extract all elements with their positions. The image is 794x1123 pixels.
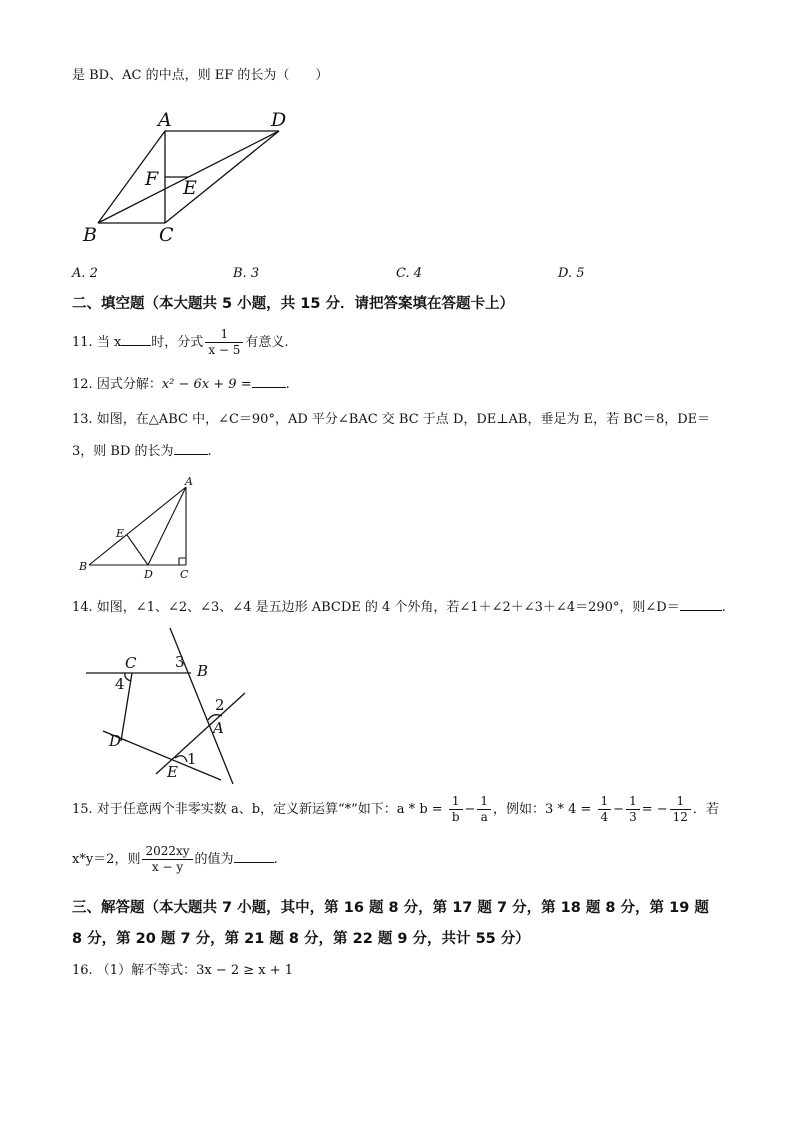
label-f: F (145, 168, 159, 190)
label-d: D (109, 732, 122, 750)
option-d: D. 5 (558, 266, 585, 281)
label-e: E (116, 527, 125, 540)
segment-ad (148, 487, 186, 565)
parallelogram-figure (78, 104, 308, 249)
label-angle-4: 4 (115, 675, 125, 693)
option-c: C. 4 (396, 266, 423, 281)
label-d: D (144, 568, 153, 581)
option-a: A. 2 (72, 266, 98, 281)
label-e: E (183, 177, 197, 199)
segment-de (127, 535, 148, 565)
question-15-line-2: x*y＝2，则 $\frac{2022xy}{x - y}$ 的值为 . (72, 844, 278, 874)
question-15-line-1: 15. 对于任意两个非零实数 a、b，定义新运算“*”如下：a * b = $\frac{1}{b}$ − $\frac{1}{a}$ ，例如：3 * 4 = $\frac{1}{4}$ − $\frac{1}{3}$ = − $\frac{1}{12}$ ．若 (72, 794, 719, 824)
label-a: A (185, 475, 193, 488)
label-c: C (180, 568, 189, 581)
right-angle-mark (179, 558, 186, 565)
section-2-heading: 二、填空题（本大题共 5 小题，共 15 分．请把答案填在答题卡上） (72, 296, 514, 312)
label-angle-2: 2 (215, 696, 225, 714)
option-b: B. 3 (233, 266, 260, 281)
label-angle-1: 1 (187, 750, 197, 768)
label-angle-3: 3 (175, 653, 185, 671)
right-triangle-figure (75, 474, 205, 582)
label-c: C (125, 654, 137, 672)
label-b: B (83, 224, 97, 246)
label-d: D (271, 109, 287, 131)
question-11: 11. 当 x 时，分式 $\frac{1}{x - 5}$ 有意义. (72, 327, 289, 357)
angle-4-arc (125, 673, 131, 681)
pentagon-figure (80, 624, 255, 784)
label-a: A (158, 109, 172, 131)
label-a: A (213, 719, 224, 737)
answer-blank-13[interactable] (174, 442, 208, 455)
answer-blank-15[interactable] (234, 850, 274, 863)
label-b: B (79, 560, 88, 573)
section-3-heading-line-1: 三、解答题（本大题共 7 小题，其中，第 16 题 8 分，第 17 题 7 分，第 18 题 8 分，第 19 题 (72, 900, 709, 916)
answer-blank-12[interactable] (252, 375, 286, 388)
question-14: 14. 如图，∠1、∠2、∠3、∠4 是五边形 ABCDE 的 4 个外角，若∠1＋∠2＋∠3＋∠4＝290°，则∠D＝ . (72, 600, 726, 615)
answer-blank-11[interactable] (121, 333, 151, 346)
answer-blank-14[interactable] (680, 598, 722, 611)
question-12: 12. 因式分解：x² − 6x + 9 = . (72, 377, 290, 392)
section-3-heading-line-2: 8 分，第 20 题 7 分，第 21 题 8 分，第 22 题 9 分，共计 55 分） (72, 931, 530, 947)
question-10-stem: 是 BD、AC 的中点，则 EF 的长为（ ） (72, 68, 329, 83)
segment-ab (89, 487, 186, 565)
question-16: 16. （1）解不等式：3x − 2 ≥ x + 1 (72, 963, 294, 978)
label-c: C (159, 224, 174, 246)
question-13-line-1: 13. 如图，在△ABC 中，∠C＝90°，AD 平分∠BAC 交 BC 于点 D，DE⊥AB，垂足为 E，若 BC＝8，DE＝ (72, 412, 711, 427)
label-b: B (197, 662, 209, 680)
question-13-line-2: 3，则 BD 的长为 . (72, 444, 212, 459)
label-e: E (167, 763, 178, 781)
